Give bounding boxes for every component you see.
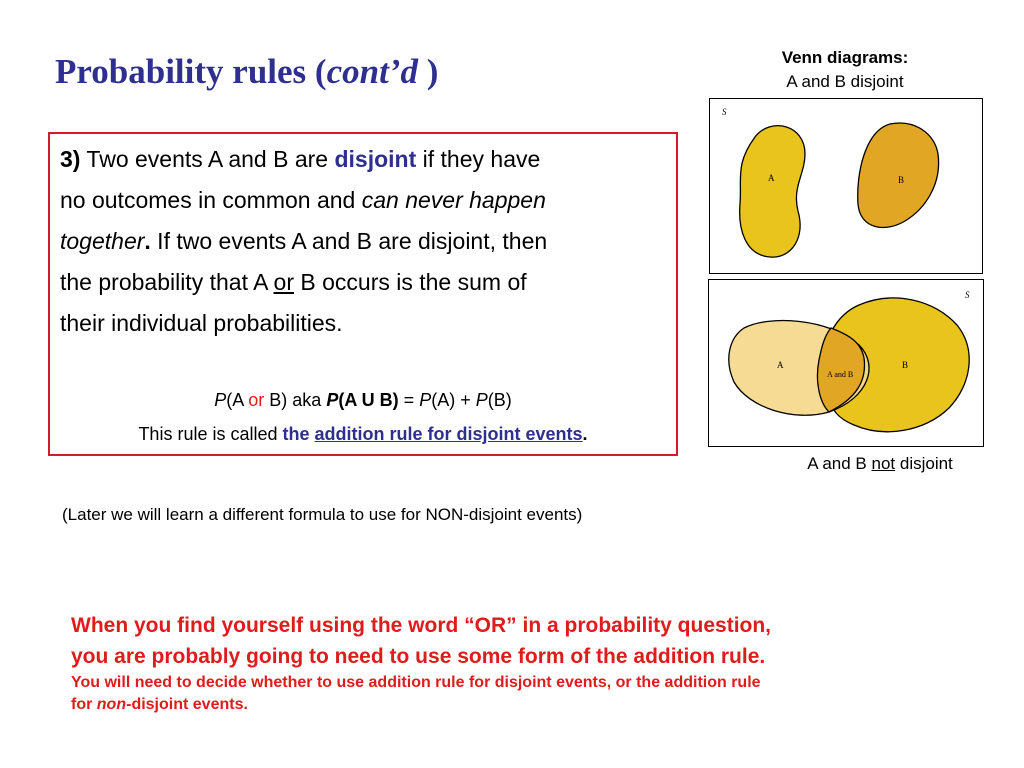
formula-text: (A) + [431,390,476,410]
venn-ab-label: A and B [827,370,854,379]
rule-line-3 [60,228,547,255]
formula-text: (A [226,390,249,410]
venn-b-label: B [902,360,909,370]
formula-p: P [419,390,432,410]
caption-text: A and B [807,454,872,473]
venn-s-label: S [722,107,727,117]
formula-aub: (A U B) [338,390,399,410]
later-note: (Later we will learn a different formula to use for NON-disjoint events) [62,505,583,524]
venn-a-label: A [777,360,784,370]
rule-line-4 [60,269,527,296]
venn-a-label: A [768,173,775,183]
slide-title [55,52,438,92]
rule-text: no outcomes in common and [60,187,362,213]
rule-line-2 [60,187,546,214]
venn-s-label: S [965,290,970,300]
venn-heading [735,46,955,94]
called-text: . [582,424,588,444]
venn-overlap-svg [709,280,983,446]
formula-p: P [214,390,227,410]
called-text: This rule is called [138,424,283,444]
caption-not: not [871,454,896,473]
formula-or: or [248,390,265,410]
rule-italic: can never happen [361,187,546,213]
venn-b-label: B [898,175,905,185]
formula-text: B) aka [264,390,327,410]
formula-line [48,390,678,411]
disjoint-term: disjoint [334,146,417,172]
warning-line-3: You will need to decide whether to use addition rule for disjoint events, or the addition rule [71,674,761,691]
or-underlined: or [273,269,294,295]
rule-italic: together [60,228,145,254]
warning-line-4 [71,696,248,714]
title-main: Probability rules ( [55,52,327,91]
formula-p: P [475,390,488,410]
rule-text: if they have [416,146,541,172]
formula-text: (B) [487,390,512,410]
venn-caption-not-disjoint [760,454,1000,474]
caption-text: disjoint [895,454,953,473]
rule-called-line [48,424,678,445]
title-italic: cont’d [326,52,418,91]
formula-p: P [326,390,339,410]
rule-line-5: their individual probabilities. [60,310,343,336]
venn-heading-sub: A and B disjoint [786,72,904,91]
rule-number: 3) [60,146,81,172]
venn-heading-title: Venn diagrams: [781,48,909,67]
rule-line-1 [60,146,540,173]
warning-text: -disjoint events. [126,696,248,713]
venn-set-a [740,126,805,257]
warning-text: for [71,696,97,713]
rule-text: the probability that A [60,269,274,295]
addition-rule-name: addition rule for disjoint events [314,424,583,444]
venn-disjoint-diagram [709,98,983,274]
rule-text: Two events A and B are [80,146,335,172]
formula-text: = [398,390,420,410]
warning-italic: non [96,696,127,713]
venn-disjoint-svg [710,99,982,273]
warning-line-1: When you find yourself using the word “OR” in a probability question, [71,614,772,637]
rule-text: B occurs is the sum of [294,269,527,295]
rule-text: If two events A and B are disjoint, then [150,228,548,254]
rule-text: . [144,228,151,254]
venn-overlap-diagram [708,279,984,447]
warning-line-2: you are probably going to need to use some form of the addition rule. [71,645,766,668]
title-close: ) [417,52,439,91]
called-the: the [282,424,315,444]
